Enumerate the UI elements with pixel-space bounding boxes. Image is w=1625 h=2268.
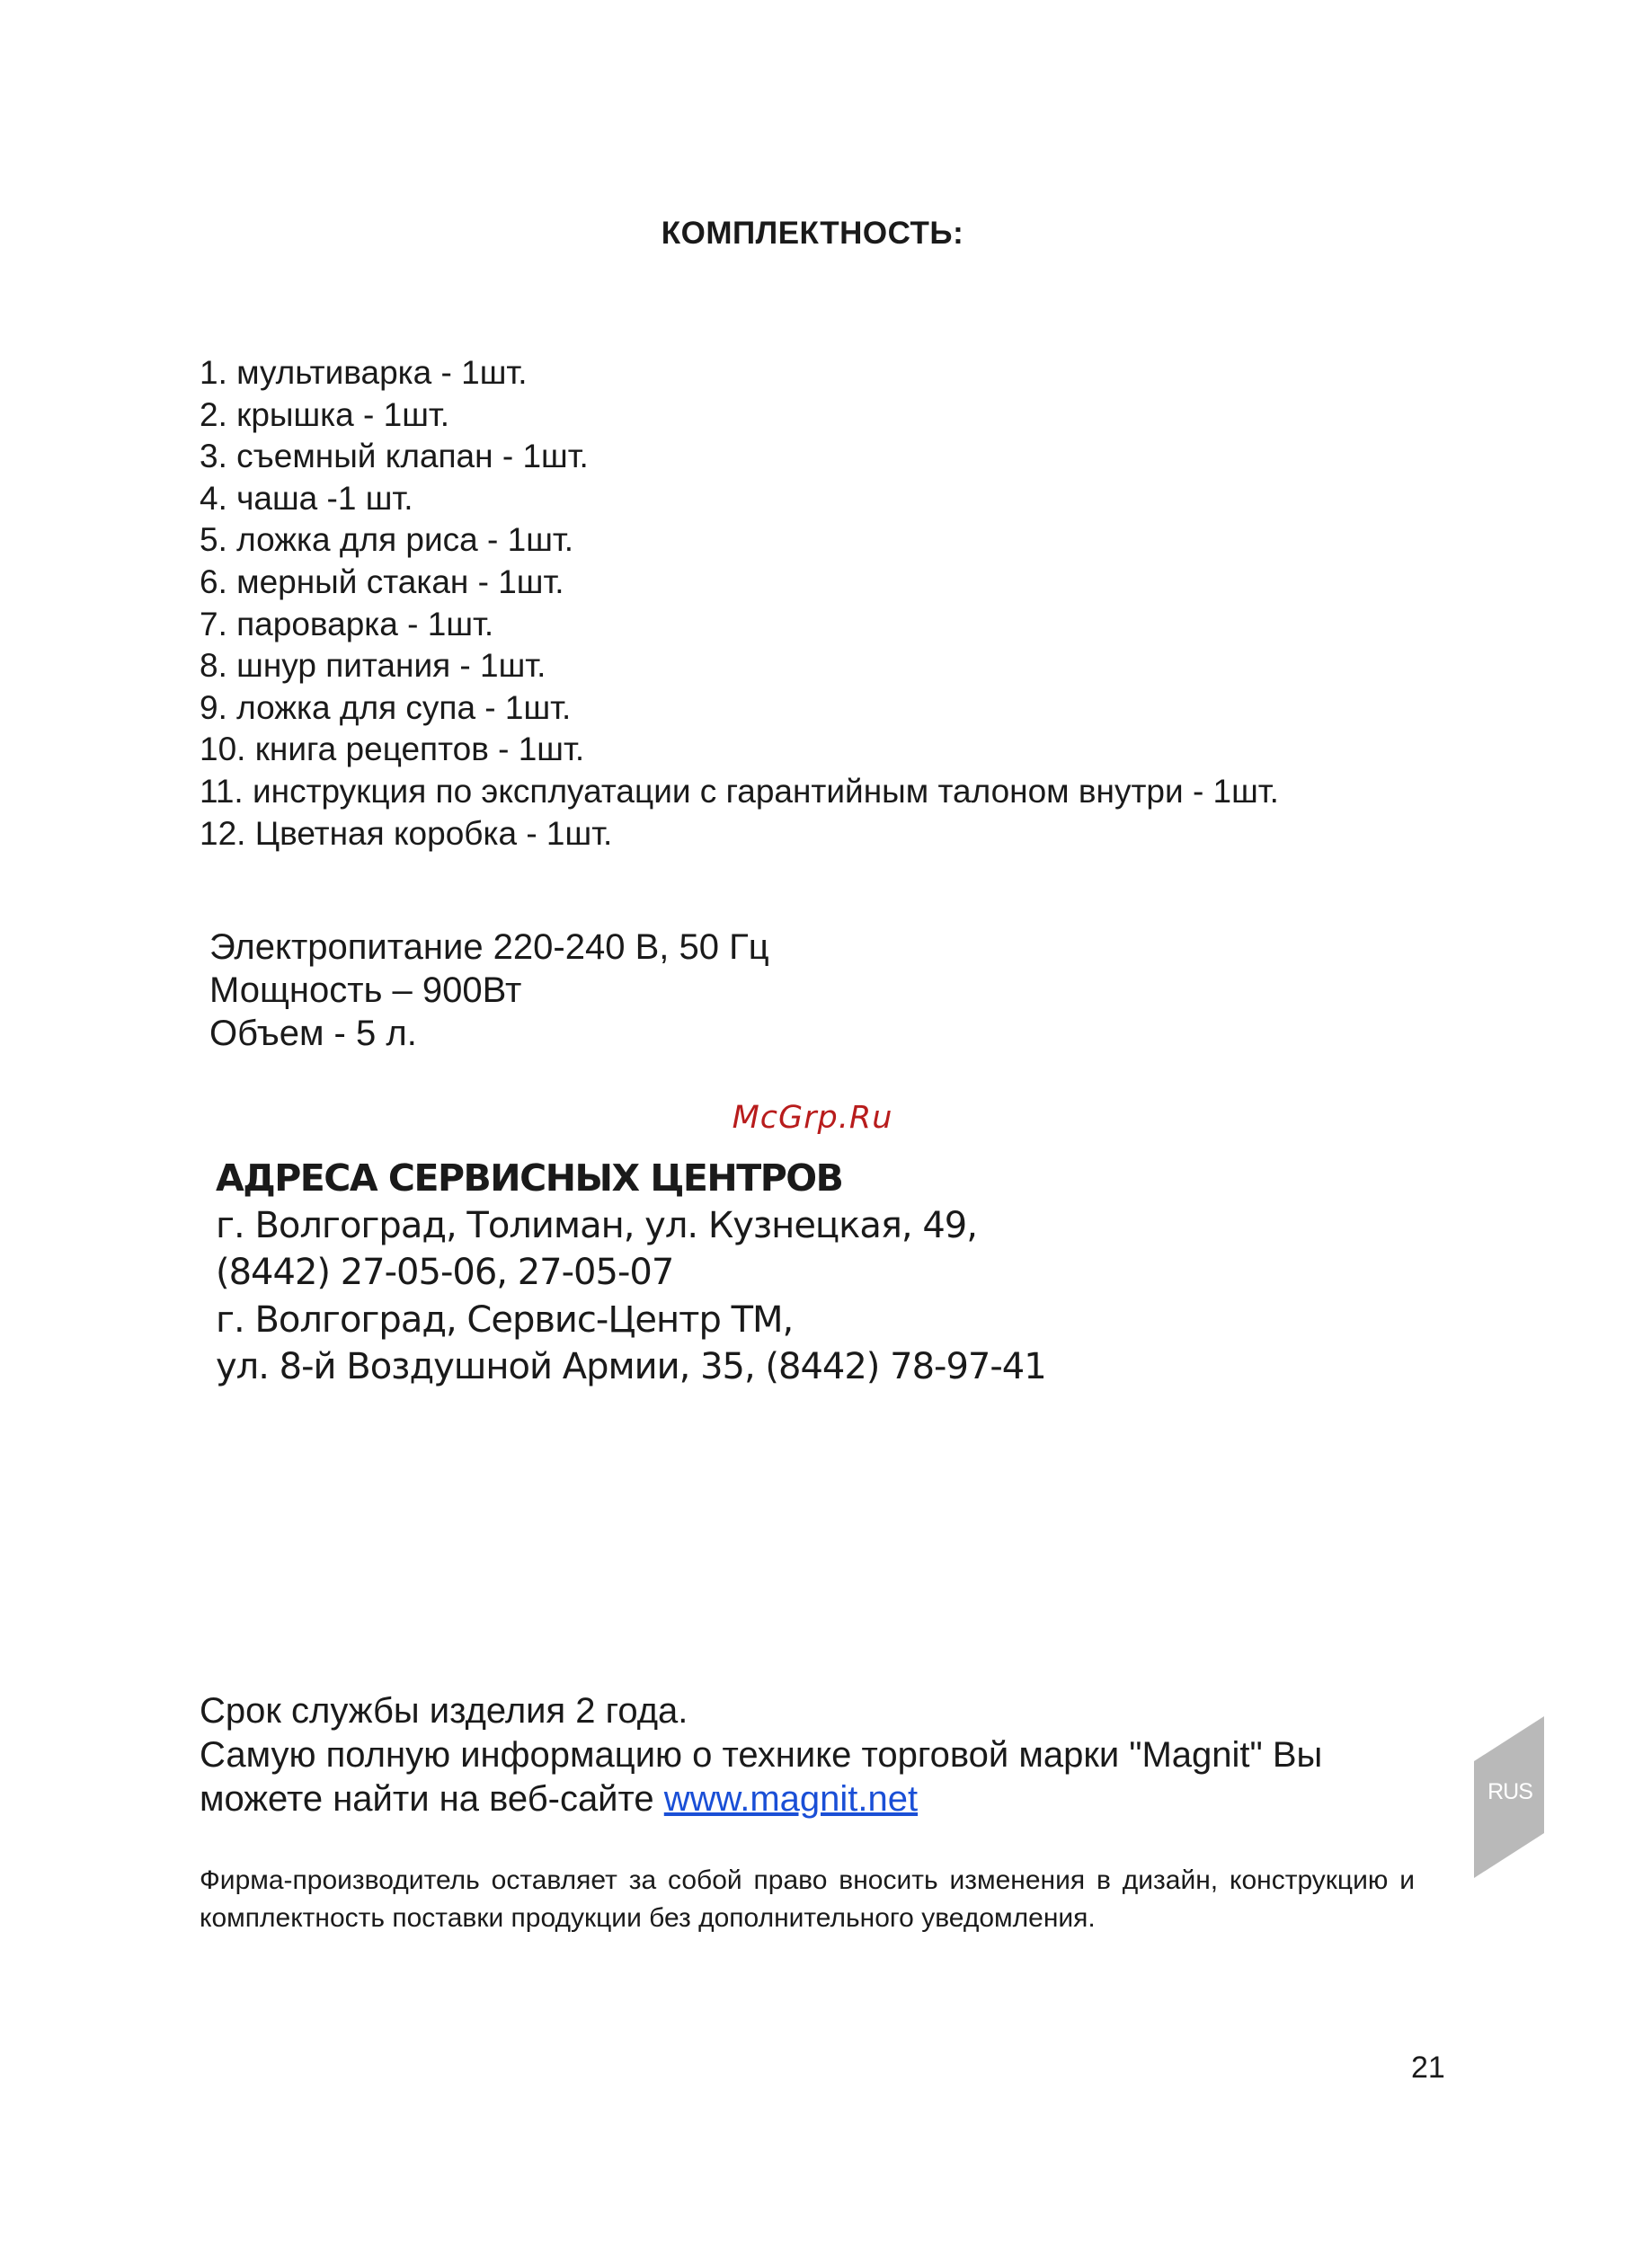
list-item: 7. пароварка - 1шт. (200, 605, 494, 642)
language-tab-label: RUS (1487, 1779, 1532, 1804)
page-number: 21 (1411, 2051, 1445, 2085)
info-text-line (200, 1777, 1322, 1821)
list-item: 4. чаша -1 шт. (200, 479, 413, 517)
service-line: г. Волгоград, Сервис-Центр ТМ, (216, 1298, 794, 1341)
list-item: 5. ложка для риса - 1шт. (200, 521, 573, 559)
page-title: КОМПЛЕКТНОСТЬ: (661, 216, 964, 251)
lifetime-text: Срок службы изделия 2 года. (200, 1691, 688, 1731)
service-line: ул. 8-й Воздушной Армии, 35, (8442) 78-97-41 (216, 1346, 1046, 1387)
watermark-text: McGrp.Ru (732, 1100, 893, 1136)
specs-block (209, 926, 769, 1055)
service-line: (8442) 27-05-06, 27-05-07 (216, 1252, 674, 1293)
lifetime-block (200, 1689, 1322, 1821)
power-supply-text: Электропитание 220-240 В, 50 Гц (209, 927, 769, 967)
service-centers-block (216, 1155, 1046, 1391)
list-item: 9. ложка для супа - 1шт. (200, 688, 572, 726)
website-link[interactable]: www.magnit.net (663, 1779, 919, 1819)
volume-text: Объем - 5 л. (209, 1014, 417, 1053)
service-centers-title: АДРЕСА СЕРВИСНЫХ ЦЕНТРОВ (216, 1156, 843, 1200)
contents-list (200, 352, 1279, 855)
list-item: 10. книга рецептов - 1шт. (200, 731, 585, 768)
list-item: 8. шнур питания - 1шт. (200, 647, 546, 685)
info-text-prefix: можете найти на веб-сайте (200, 1779, 664, 1819)
list-item: 6. мерный стакан - 1шт. (200, 563, 564, 600)
list-item: 3. съемный клапан - 1шт. (200, 438, 589, 475)
service-line: г. Волгоград, Толиман, ул. Кузнецкая, 49, (216, 1204, 977, 1246)
list-item: 12. Цветная коробка - 1шт. (200, 814, 613, 852)
disclaimer-text: Фирма-производитель оставляет за собой право вносить изменения в дизайн, конструкцию и комплектность поставки продукции без дополнительного уведомления. (200, 1865, 1415, 1933)
list-item: 11. инструкция по эксплуатации с гарантийным талоном внутри - 1шт. (200, 772, 1279, 810)
info-text: Самую полную информацию о технике торговой марки "Magnit" Вы (200, 1735, 1323, 1775)
list-item: 1. мультиварка - 1шт. (200, 354, 528, 391)
power-text: Мощность – 900Вт (209, 970, 522, 1010)
list-item: 2. крышка - 1шт. (200, 395, 450, 433)
